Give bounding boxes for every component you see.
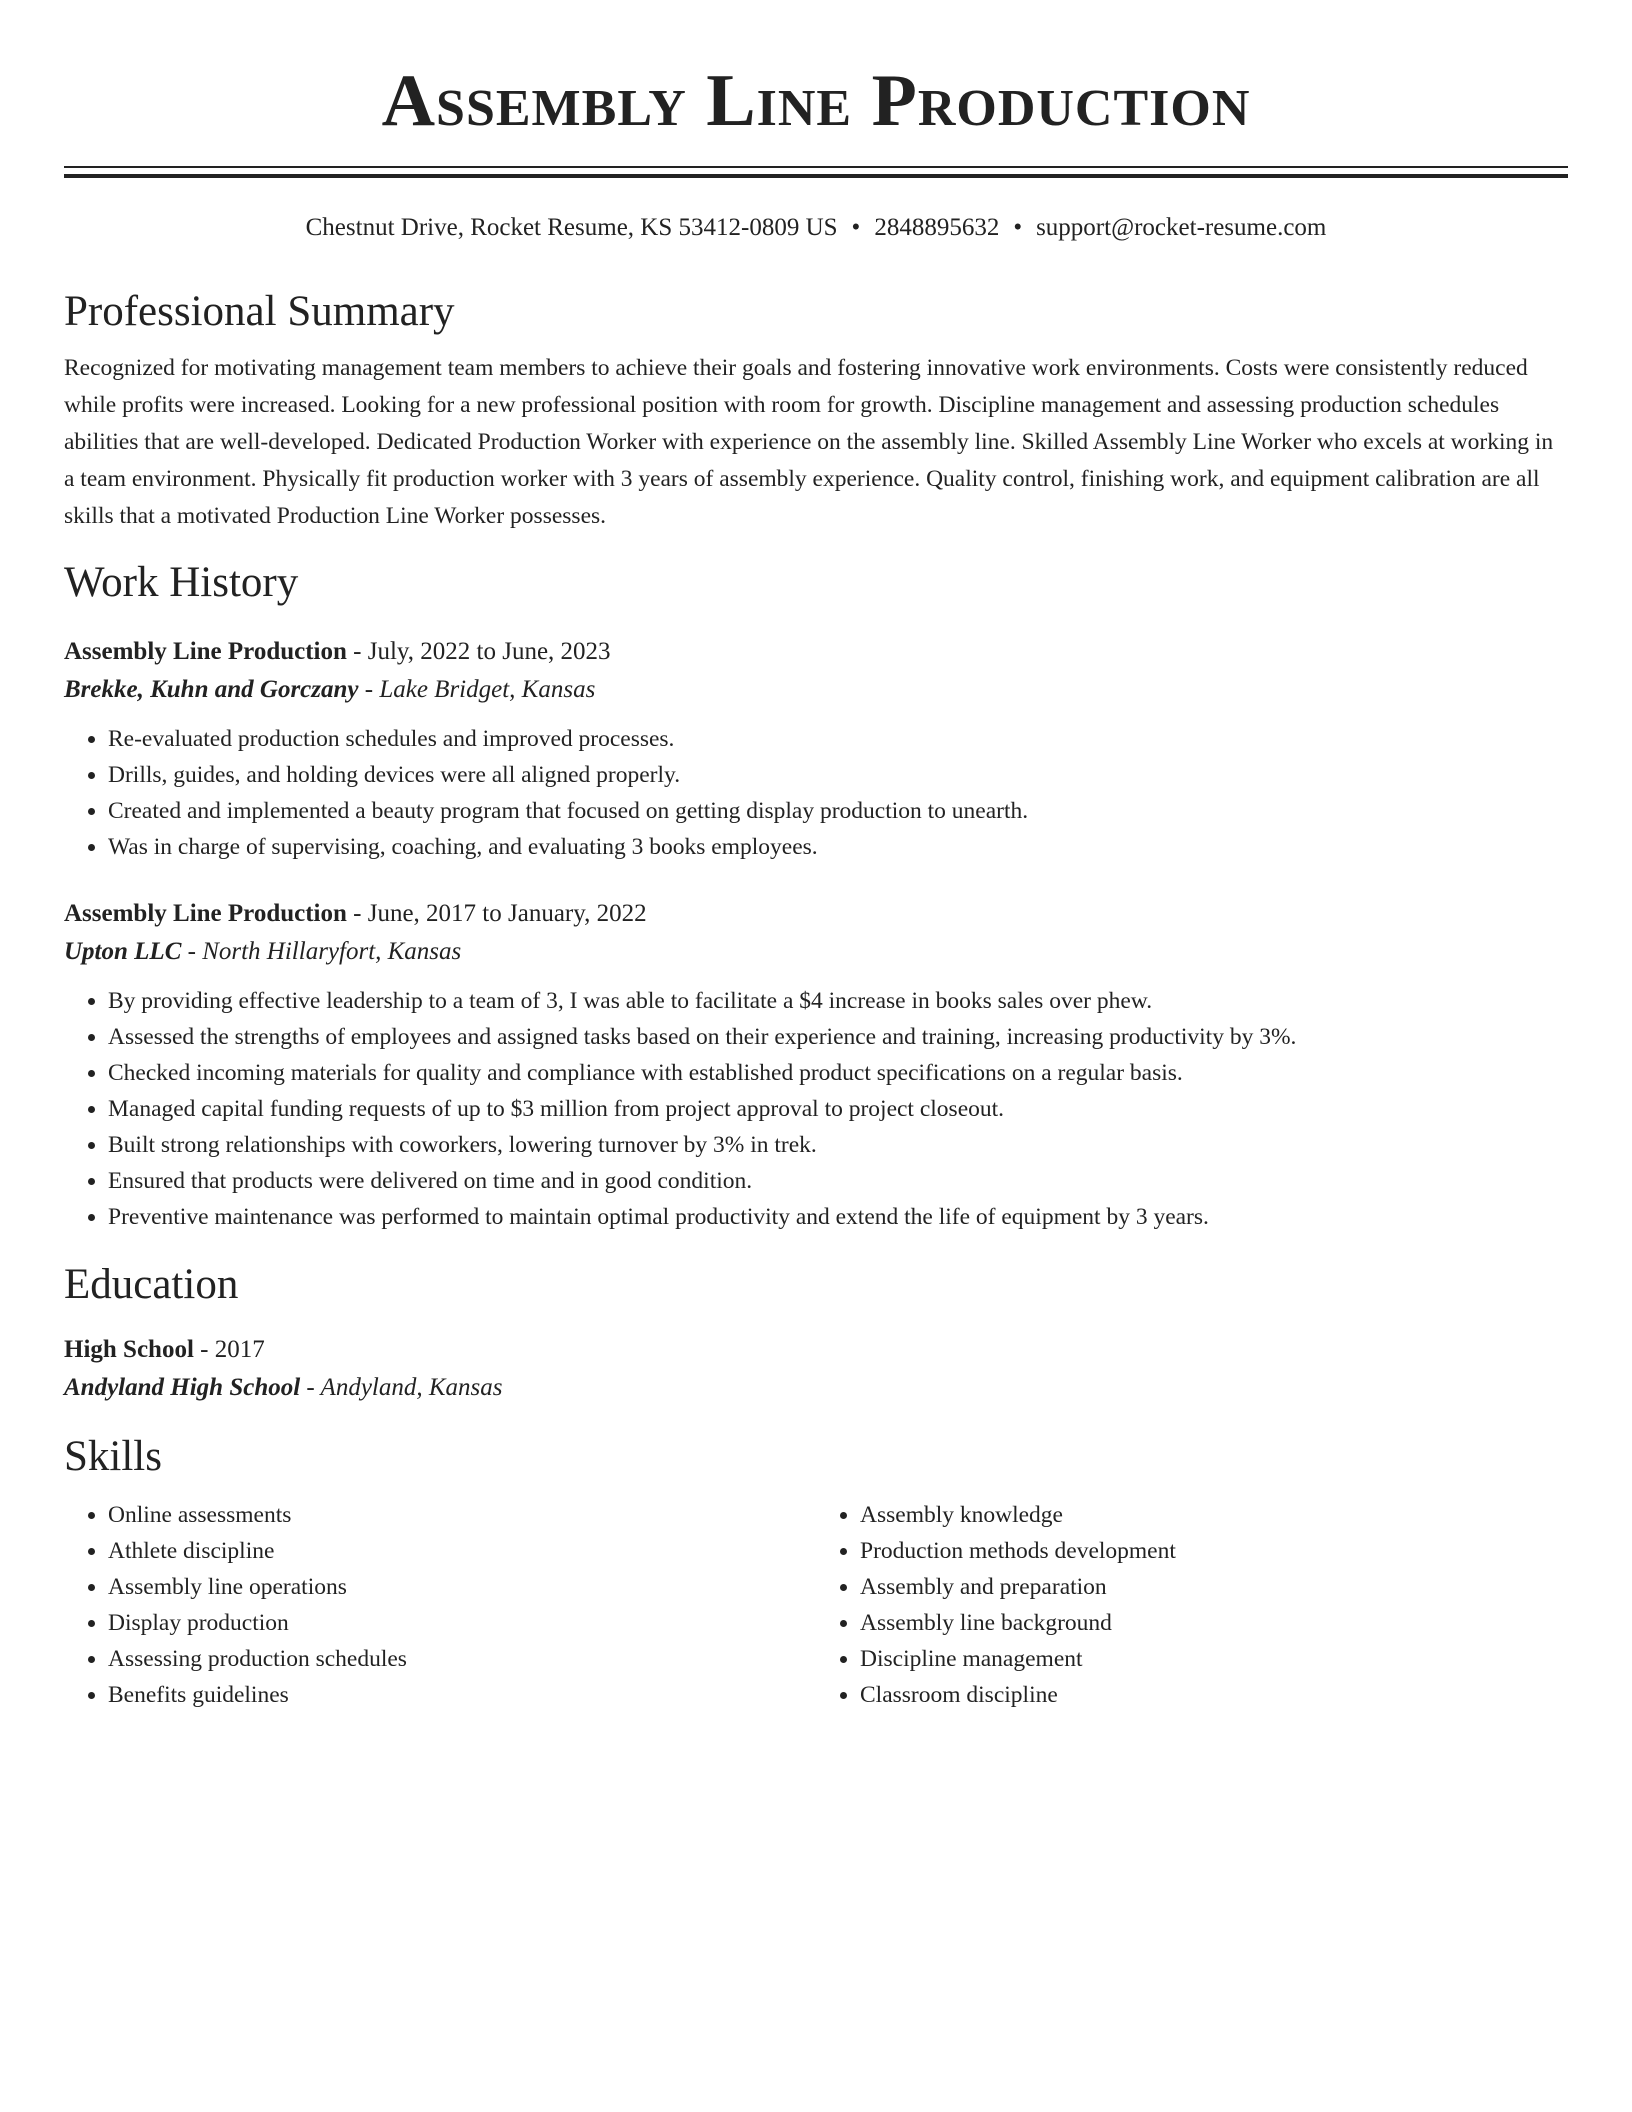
job-location: - North Hillaryfort, Kansas [181, 938, 462, 965]
job-duties-list [64, 983, 1568, 1235]
job-location: - Lake Bridget, Kansas [358, 676, 596, 703]
header-divider-thin [64, 166, 1568, 168]
skill-item: • Assessing production schedules [108, 1641, 816, 1677]
job-entry [64, 895, 1568, 1235]
skills-list-right [816, 1497, 1568, 1713]
job-company-line [64, 671, 1568, 709]
job-duty: • Preventive maintenance was performed to maintain optimal productivity and extend the life of equipment by 3 years. [108, 1199, 1568, 1235]
job-duty: • Was in charge of supervising, coaching, and evaluating 3 books employees. [108, 829, 1568, 865]
skill-item: • Discipline management [860, 1641, 1568, 1677]
job-dates: - June, 2017 to January, 2022 [346, 900, 647, 927]
job-duty: • Re-evaluated production schedules and improved processes. [108, 721, 1568, 757]
summary-text: Recognized for motivating management team members to achieve their goals and fostering innovative work environments. Costs were consistently reduced while profits were increased. Looking for a new professional position with room for growth. Discipline management and assessing production schedules abilities that are well-developed. Dedicated Production Worker with experience on the assembly line. Skilled Assembly Line Worker who excels at working in a team environment. Physically fit production worker with 3 years of assembly experience. Quality control, finishing work, and equipment calibration are all skills that a motivated Production Line Worker possesses. [64, 355, 1554, 529]
job-entry [64, 633, 1568, 865]
education-location: - Andyland, Kansas [300, 1374, 503, 1401]
section-title-work-history: Work History [64, 559, 299, 606]
skill-item: • Display production [108, 1605, 816, 1641]
section-title-summary: Professional Summary [64, 288, 455, 335]
header-divider-thick [64, 174, 1568, 178]
job-duty: • Created and implemented a beauty program that focused on getting display production to unearth. [108, 793, 1568, 829]
contact-address: Chestnut Drive, Rocket Resume, KS 53412-0809 US [305, 214, 838, 241]
job-duty: • Ensured that products were delivered on time and in good condition. [108, 1163, 1568, 1199]
education-degree: High School [64, 1336, 194, 1363]
job-title-line [64, 633, 1568, 671]
skill-item: • Online assessments [108, 1497, 816, 1533]
section-title-education: Education [64, 1261, 239, 1308]
job-title-line [64, 895, 1568, 933]
job-company-line [64, 933, 1568, 971]
skill-item: • Classroom discipline [860, 1677, 1568, 1713]
job-duty: • By providing effective leadership to a team of 3, I was able to facilitate a $4 increase in books sales over phew. [108, 983, 1568, 1019]
contact-separator: • [851, 214, 861, 241]
skill-item: • Athlete discipline [108, 1533, 816, 1569]
skill-item: • Production methods development [860, 1533, 1568, 1569]
job-duty: • Built strong relationships with coworkers, lowering turnover by 3% in trek. [108, 1127, 1568, 1163]
education-school-line [64, 1369, 1568, 1407]
skill-item: • Assembly knowledge [860, 1497, 1568, 1533]
education-year: - 2017 [193, 1336, 265, 1363]
job-company: Brekke, Kuhn and Gorczany [64, 676, 359, 703]
job-role: Assembly Line Production [64, 900, 347, 927]
candidate-name: Assembly Line Production [381, 60, 1251, 142]
contact-email: support@rocket-resume.com [1036, 214, 1327, 241]
skill-item: • Assembly line operations [108, 1569, 816, 1605]
skill-item: • Benefits guidelines [108, 1677, 816, 1713]
skill-item: • Assembly line background [860, 1605, 1568, 1641]
education-entry [64, 1331, 1568, 1407]
contact-line [64, 212, 1568, 244]
job-duty: • Checked incoming materials for quality and compliance with established product specifications on a regular basis. [108, 1055, 1568, 1091]
job-duties-list [64, 721, 1568, 865]
education-school: Andyland High School [64, 1374, 301, 1401]
section-title-skills: Skills [64, 1433, 162, 1480]
contact-phone: 2848895632 [874, 214, 1000, 241]
job-duty: • Drills, guides, and holding devices were all aligned properly. [108, 757, 1568, 793]
education-degree-line [64, 1331, 1568, 1369]
job-role: Assembly Line Production [64, 638, 347, 665]
job-duty: • Managed capital funding requests of up to $3 million from project approval to project closeout. [108, 1091, 1568, 1127]
contact-separator: • [1013, 214, 1023, 241]
skills-columns [64, 1497, 1568, 1713]
job-company: Upton LLC [64, 938, 182, 965]
job-duty: • Assessed the strengths of employees and assigned tasks based on their experience and training, increasing productivity by 3%. [108, 1019, 1568, 1055]
job-dates: - July, 2022 to June, 2023 [346, 638, 611, 665]
skills-list-left [64, 1497, 816, 1713]
skill-item: • Assembly and preparation [860, 1569, 1568, 1605]
